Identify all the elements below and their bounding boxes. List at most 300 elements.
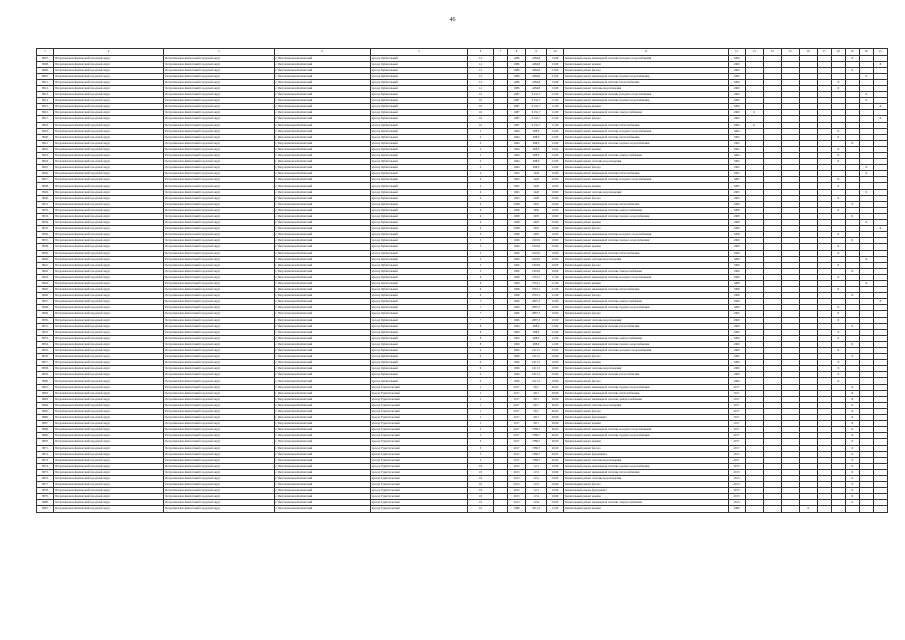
table-cell: проезд Орбитальный: [370, 323, 467, 329]
table-cell: 488,0: [526, 323, 547, 329]
table-cell: 7386,7: [526, 439, 547, 445]
table-cell: Петропавловск-Камчатский городской округ: [54, 268, 164, 274]
table-cell: 1426: [526, 177, 547, 183]
table-cell: проезд Орбитальный: [370, 110, 467, 116]
table-cell: Капитальный ремонт фасада: [564, 408, 728, 414]
table-cell: 1968: [508, 201, 526, 207]
table-cell: г. Петропавловск-Камчатский: [274, 110, 370, 116]
table-cell: 20,00: [547, 439, 564, 445]
table-cell: X: [831, 305, 845, 311]
table-cell: X: [845, 457, 859, 463]
table-cell: проезд Туристический: [370, 482, 467, 488]
table-cell: 1966: [508, 366, 526, 372]
table-cell: 2017: [508, 427, 526, 433]
table-cell: 1966: [728, 262, 745, 268]
table-cell: 2017: [728, 408, 745, 414]
table-cell: Петропавловск-Камчатский городской округ: [54, 250, 164, 256]
table-cell: 8011: [37, 79, 54, 85]
table-cell: 1969: [728, 85, 745, 91]
table-cell: 1966: [508, 250, 526, 256]
table-cell: 10,00: [547, 354, 564, 360]
table-cell: 8057: [37, 360, 54, 366]
table-cell: г. Петропавловск-Камчатский: [274, 122, 370, 128]
table-cell: 6: [467, 280, 493, 286]
table-cell: 6: [467, 213, 493, 219]
table-cell: 8049: [37, 311, 54, 317]
table-cell: Капитальный ремонт инженерной системы холодного водоснабжения: [564, 427, 728, 433]
table-cell: X: [873, 61, 887, 67]
table-cell: г. Петропавловск-Камчатский: [274, 183, 370, 189]
table-cell: Петропавловск-Камчатский городской округ: [54, 220, 164, 226]
table-cell: проезд Орбитальный: [370, 61, 467, 67]
table-cell: Петропавловск-Камчатский городской округ: [164, 415, 274, 421]
table-cell: Петропавловск-Камчатский городской округ: [54, 366, 164, 372]
table-cell: Капитальный ремонт системы водоотведения: [564, 475, 728, 481]
table-cell: Капитальный ремонт инженерной системы холодного водоснабжения: [564, 92, 728, 98]
table-cell: 10,00: [547, 213, 564, 219]
table-cell: 19: [467, 506, 493, 512]
table-cell: 6: [467, 232, 493, 238]
table-cell: 2017: [728, 427, 745, 433]
table-cell: 1965: [728, 195, 745, 201]
table-cell: 10,00: [547, 171, 564, 177]
table-cell: Капитальный ремонт инженерной системы горячего водоснабжения: [564, 73, 728, 79]
table-cell: Капитальный ремонт инженерной системы теплоснабжения: [564, 134, 728, 140]
table-cell: X: [831, 378, 845, 384]
table-cell: [494, 506, 508, 512]
table-cell: 1611,5: [526, 348, 547, 354]
table-cell: Петропавловск-Камчатский городской округ: [54, 402, 164, 408]
table-cell: г. Петропавловск-Камчатский: [274, 128, 370, 134]
table-cell: Капитальный ремонт системы водоотведения: [564, 85, 728, 91]
table-cell: 1964: [508, 159, 526, 165]
table-cell: Капитальный ремонт фасада: [564, 354, 728, 360]
table-cell: г. Петропавловск-Камчатский: [274, 482, 370, 488]
table-cell: 10,00: [547, 268, 564, 274]
table-cell: X: [845, 427, 859, 433]
table-cell: Петропавловск-Камчатский городской округ: [54, 463, 164, 469]
column-header-16: 16: [799, 49, 817, 56]
table-cell: проезд Туристический: [370, 421, 467, 427]
table-cell: Петропавловск-Камчатский городской округ: [164, 427, 274, 433]
table-cell: Капитальный ремонт инженерной системы холодного водоснабжения: [564, 128, 728, 134]
table-cell: г. Петропавловск-Камчатский: [274, 165, 370, 171]
table-cell: 12: [467, 73, 493, 79]
table-cell: 2017: [508, 415, 526, 421]
table-cell: X: [859, 256, 873, 262]
table-cell: 7: [467, 299, 493, 305]
table-cell: 9: [467, 348, 493, 354]
table-cell: Петропавловск-Камчатский городской округ: [54, 274, 164, 280]
table-cell: 2017: [508, 390, 526, 396]
table-cell: 12,00: [547, 506, 564, 512]
table-cell: 8052: [37, 329, 54, 335]
table-cell: проезд Орбитальный: [370, 305, 467, 311]
table-cell: X: [831, 195, 845, 201]
table-cell: Петропавловск-Камчатский городской округ: [54, 439, 164, 445]
table-cell: 11,00: [547, 116, 564, 122]
table-cell: г. Петропавловск-Камчатский: [274, 213, 370, 219]
table-cell: X: [859, 189, 873, 195]
table-cell: 1969: [728, 110, 745, 116]
table-cell: Петропавловск-Камчатский городской округ: [54, 79, 164, 85]
column-header-10: 10: [547, 49, 564, 56]
table-cell: Петропавловск-Камчатский городской округ: [164, 317, 274, 323]
table-cell: 20,00: [547, 427, 564, 433]
table-cell: X: [845, 402, 859, 408]
table-cell: 16: [467, 110, 493, 116]
table-cell: Петропавловск-Камчатский городской округ: [54, 457, 164, 463]
table-cell: 18: [467, 482, 493, 488]
table-cell: [831, 506, 845, 512]
table-cell: проезд Орбитальный: [370, 274, 467, 280]
table-cell: 16,00: [547, 469, 564, 475]
table-cell: Петропавловск-Камчатский городской округ: [54, 67, 164, 73]
table-cell: 1969: [728, 67, 745, 73]
table-cell: Капитальный ремонт крыши: [564, 329, 728, 335]
table-cell: Петропавловск-Камчатский городской округ: [164, 128, 274, 134]
table-cell: [817, 506, 831, 512]
table-cell: 1426: [526, 195, 547, 201]
table-cell: 1966: [728, 348, 745, 354]
table-cell: Петропавловск-Камчатский городской округ: [54, 335, 164, 341]
table-cell: 4: [467, 183, 493, 189]
table-cell: 1966: [508, 372, 526, 378]
table-cell: г. Петропавловск-Камчатский: [274, 402, 370, 408]
table-cell: г. Петропавловск-Камчатский: [274, 226, 370, 232]
table-cell: 2791,1: [526, 280, 547, 286]
table-cell: X: [831, 177, 845, 183]
table-cell: Петропавловск-Камчатский городской округ: [164, 348, 274, 354]
table-cell: 8077: [37, 482, 54, 488]
table-cell: 1968: [508, 220, 526, 226]
table-cell: 1605: [526, 201, 547, 207]
table-cell: 8019: [37, 128, 54, 134]
table-cell: Петропавловск-Камчатский городской округ: [164, 104, 274, 110]
table-cell: г. Петропавловск-Камчатский: [274, 98, 370, 104]
table-cell: 3217: [526, 402, 547, 408]
table-cell: 488,0: [526, 134, 547, 140]
table-cell: 1968: [508, 280, 526, 286]
table-cell: 2017: [728, 396, 745, 402]
table-cell: Петропавловск-Камчатский городской округ: [164, 293, 274, 299]
table-cell: 2: [467, 128, 493, 134]
table-cell: 1987: [508, 104, 526, 110]
table-cell: Петропавловск-Камчатский городской округ: [54, 165, 164, 171]
table-cell: 1986: [508, 73, 526, 79]
table-cell: Капитальный ремонт фасада: [564, 165, 728, 171]
table-cell: Петропавловск-Камчатский городской округ: [54, 488, 164, 494]
table-cell: X: [831, 329, 845, 335]
table-cell: X: [873, 299, 887, 305]
table-cell: 1618,9: [526, 238, 547, 244]
table-cell: Петропавловск-Камчатский городской округ: [164, 335, 274, 341]
table-cell: проезд Туристический: [370, 494, 467, 500]
table-cell: Капитальный ремонт фасада: [564, 445, 728, 451]
table-cell: г. Петропавловск-Камчатский: [274, 73, 370, 79]
table-cell: 488,0: [526, 153, 547, 159]
table-cell: Капитальный ремонт фундамента: [564, 488, 728, 494]
table-cell: Петропавловск-Камчатский городской округ: [164, 482, 274, 488]
table-cell: г. Петропавловск-Камчатский: [274, 494, 370, 500]
column-header-11: 11: [564, 49, 728, 56]
table-cell: 6 191,7: [526, 110, 547, 116]
table-cell: 1: [467, 408, 493, 414]
table-cell: г. Петропавловск-Камчатский: [274, 287, 370, 293]
table-cell: проезд Орбитальный: [370, 153, 467, 159]
table-cell: г. Петропавловск-Камчатский: [274, 244, 370, 250]
table-cell: Петропавловск-Камчатский городской округ: [54, 201, 164, 207]
table-cell: проезд Орбитальный: [370, 293, 467, 299]
table-cell: проезд Орбитальный: [370, 189, 467, 195]
table-cell: 8054: [37, 341, 54, 347]
table-cell: X: [845, 201, 859, 207]
table-cell: 1968: [508, 226, 526, 232]
table-cell: 1605: [526, 220, 547, 226]
table-cell: 6: [467, 226, 493, 232]
table-cell: Капитальный ремонт инженерной системы теплоснабжения: [564, 287, 728, 293]
table-cell: X: [845, 415, 859, 421]
table-cell: 1966: [508, 238, 526, 244]
table-cell: 1969: [508, 335, 526, 341]
table-cell: Петропавловск-Камчатский городской округ: [164, 55, 274, 61]
table-cell: Капитальный ремонт инженерной системы холодного водоснабжения: [564, 55, 728, 61]
table-cell: г. Петропавловск-Камчатский: [274, 348, 370, 354]
table-cell: 3: [467, 445, 493, 451]
table-cell: г. Петропавловск-Камчатский: [274, 55, 370, 61]
table-cell: г. Петропавловск-Камчатский: [274, 323, 370, 329]
table-cell: 1964: [728, 128, 745, 134]
table-cell: г. Петропавловск-Камчатский: [274, 305, 370, 311]
table-cell: 2897,3: [526, 299, 547, 305]
table-cell: 1966: [728, 372, 745, 378]
table-cell: 8064: [37, 402, 54, 408]
table-cell: 1611,5: [526, 354, 547, 360]
table-cell: г. Петропавловск-Камчатский: [274, 317, 370, 323]
table-cell: Петропавловск-Камчатский городской округ: [54, 311, 164, 317]
table-cell: 7386,7: [526, 433, 547, 439]
table-cell: г. Петропавловск-Камчатский: [274, 299, 370, 305]
table-cell: 8013: [37, 92, 54, 98]
table-cell: проезд Туристический: [370, 415, 467, 421]
table-cell: 10,00: [547, 238, 564, 244]
table-cell: Капитальный ремонт фасада: [564, 262, 728, 268]
table-cell: 10,00: [547, 366, 564, 372]
table-cell: г. Петропавловск-Камчатский: [274, 116, 370, 122]
table-cell: 20,00: [547, 402, 564, 408]
table-cell: 8032: [37, 207, 54, 213]
table-cell: 8063: [37, 396, 54, 402]
table-cell: Петропавловск-Камчатский городской округ: [164, 378, 274, 384]
table-cell: Петропавловск-Камчатский городской округ: [54, 445, 164, 451]
column-header-15: 15: [781, 49, 799, 56]
table-cell: 1611,5: [526, 372, 547, 378]
table-cell: 20,00: [547, 457, 564, 463]
table-cell: 1605: [526, 232, 547, 238]
table-cell: проезд Орбитальный: [370, 207, 467, 213]
table-cell: проезд Орбитальный: [370, 128, 467, 134]
table-cell: 1964: [508, 128, 526, 134]
table-cell: Петропавловск-Камчатский городской округ: [54, 390, 164, 396]
table-cell: 1: [467, 415, 493, 421]
table-cell: Петропавловск-Камчатский городской округ: [164, 463, 274, 469]
table-cell: 1969: [728, 335, 745, 341]
table-cell: 1969: [728, 55, 745, 61]
table-cell: Капитальный ремонт крыши: [564, 220, 728, 226]
table-cell: X: [831, 372, 845, 378]
table-cell: 4: [467, 195, 493, 201]
table-cell: Петропавловск-Камчатский городской округ: [164, 110, 274, 116]
table-cell: X: [859, 171, 873, 177]
column-header-12: 12: [728, 49, 745, 56]
column-header-3: 3: [164, 49, 274, 56]
table-cell: г. Петропавловск-Камчатский: [274, 153, 370, 159]
table-cell: Петропавловск-Камчатский городской округ: [54, 482, 164, 488]
table-cell: 20,00: [547, 384, 564, 390]
table-cell: Капитальный ремонт инженерной системы теплоснабжения: [564, 201, 728, 207]
table-cell: 7386,7: [526, 451, 547, 457]
table-cell: Петропавловск-Камчатский городской округ: [54, 299, 164, 305]
table-cell: Капитальный ремонт инженерной системы электроснабжения: [564, 335, 728, 341]
table-cell: проезд Туристический: [370, 488, 467, 494]
table-cell: 8065: [37, 408, 54, 414]
table-cell: 1966: [508, 348, 526, 354]
table-cell: 2017: [508, 445, 526, 451]
table-cell: 8071: [37, 445, 54, 451]
table-cell: X: [831, 287, 845, 293]
table-cell: г. Петропавловск-Камчатский: [274, 366, 370, 372]
table-cell: Капитальный ремонт системы водоотведения: [564, 457, 728, 463]
table-cell: X: [845, 384, 859, 390]
table-cell: 1426: [526, 171, 547, 177]
table-cell: 1966: [728, 299, 745, 305]
table-cell: Петропавловск-Камчатский городской округ: [164, 402, 274, 408]
table-cell: 2: [467, 153, 493, 159]
table-cell: проезд Орбитальный: [370, 220, 467, 226]
table-cell: Петропавловск-Камчатский городской округ: [54, 61, 164, 67]
table-cell: г. Петропавловск-Камчатский: [274, 396, 370, 402]
table-cell: 5: [467, 268, 493, 274]
table-cell: 7386,7: [526, 445, 547, 451]
table-cell: Петропавловск-Камчатский городской округ: [54, 433, 164, 439]
table-cell: 1965: [728, 189, 745, 195]
table-cell: 2017: [728, 384, 745, 390]
table-cell: 16: [467, 98, 493, 104]
table-cell: 1969: [728, 116, 745, 122]
table-cell: 9: [467, 378, 493, 384]
table-cell: X: [831, 207, 845, 213]
table-cell: 1964: [728, 146, 745, 152]
table-cell: 1: [467, 396, 493, 402]
table-cell: Петропавловск-Камчатский городской округ: [54, 378, 164, 384]
table-cell: 1986: [508, 85, 526, 91]
table-cell: Петропавловск-Камчатский городской округ: [54, 134, 164, 140]
table-cell: Петропавловск-Камчатский городской округ: [54, 506, 164, 512]
table-cell: 8: [467, 335, 493, 341]
table-cell: Петропавловск-Камчатский городской округ: [54, 110, 164, 116]
table-cell: X: [799, 506, 817, 512]
table-cell: 1966: [728, 378, 745, 384]
table-cell: 4: [467, 177, 493, 183]
table-cell: Петропавловск-Камчатский городской округ: [54, 341, 164, 347]
table-cell: 2017: [728, 451, 745, 457]
table-cell: 8009: [37, 67, 54, 73]
table-cell: Петропавловск-Камчатский городской округ: [54, 104, 164, 110]
table-cell: Петропавловск-Камчатский городской округ: [54, 238, 164, 244]
table-cell: 1969: [508, 329, 526, 335]
table-cell: проезд Орбитальный: [370, 378, 467, 384]
table-cell: 1968: [508, 293, 526, 299]
table-cell: 1968: [508, 287, 526, 293]
table-cell: 12,00: [547, 341, 564, 347]
table-cell: проезд Орбитальный: [370, 55, 467, 61]
table-cell: проезд Туристический: [370, 469, 467, 475]
table-cell: Петропавловск-Камчатский городской округ: [54, 183, 164, 189]
table-cell: 1969: [508, 323, 526, 329]
table-cell: проезд Туристический: [370, 506, 467, 512]
table-cell: 8050: [37, 317, 54, 323]
table-cell: 11,00: [547, 287, 564, 293]
table-cell: X: [845, 354, 859, 360]
table-cell: Петропавловск-Камчатский городской округ: [164, 220, 274, 226]
table-cell: 1965: [728, 171, 745, 177]
table-cell: 16,00: [547, 463, 564, 469]
table-cell: 13,00: [547, 73, 564, 79]
table-cell: 2013: [728, 482, 745, 488]
table-cell: [763, 506, 781, 512]
table-cell: 1966: [508, 262, 526, 268]
table-cell: Петропавловск-Камчатский городской округ: [164, 494, 274, 500]
table-cell: 9: [467, 354, 493, 360]
table-cell: проезд Туристический: [370, 457, 467, 463]
table-body: [37, 55, 888, 512]
table-cell: 1605: [526, 213, 547, 219]
table-cell: 3217: [526, 421, 547, 427]
table-cell: [859, 506, 873, 512]
table-cell: 1965: [508, 183, 526, 189]
table-cell: г. Петропавловск-Камчатский: [274, 207, 370, 213]
table-cell: X: [831, 146, 845, 152]
table-cell: г. Петропавловск-Камчатский: [274, 268, 370, 274]
table-cell: проезд Орбитальный: [370, 67, 467, 73]
table-cell: 20,00: [547, 415, 564, 421]
table-cell: проезд Орбитальный: [370, 311, 467, 317]
table-cell: Капитальный ремонт инженерной системы горячего водоснабжения: [564, 98, 728, 104]
table-cell: г. Петропавловск-Камчатский: [274, 475, 370, 481]
table-cell: 8: [467, 329, 493, 335]
table-cell: проезд Орбитальный: [370, 226, 467, 232]
table-cell: 8048: [37, 305, 54, 311]
table-cell: Петропавловск-Камчатский городской округ: [54, 195, 164, 201]
table-cell: 11,00: [547, 293, 564, 299]
table-cell: Петропавловск-Камчатский городской округ: [164, 79, 274, 85]
table-cell: 8034: [37, 220, 54, 226]
table-cell: Капитальный ремонт инженерной системы теплоснабжения: [564, 390, 728, 396]
table-cell: 8051: [37, 323, 54, 329]
table-cell: Капитальный ремонт фасада: [564, 378, 728, 384]
column-header-13: 13: [745, 49, 763, 56]
table-cell: 1: [467, 390, 493, 396]
table-cell: проезд Орбитальный: [370, 244, 467, 250]
table-cell: Капитальный ремонт фасада: [564, 293, 728, 299]
table-cell: 1426: [526, 189, 547, 195]
table-cell: 1966: [508, 244, 526, 250]
table-cell: 3217: [526, 408, 547, 414]
table-cell: X: [831, 262, 845, 268]
table-cell: 8075: [37, 469, 54, 475]
table-cell: [745, 506, 763, 512]
table-cell: 1966: [728, 366, 745, 372]
